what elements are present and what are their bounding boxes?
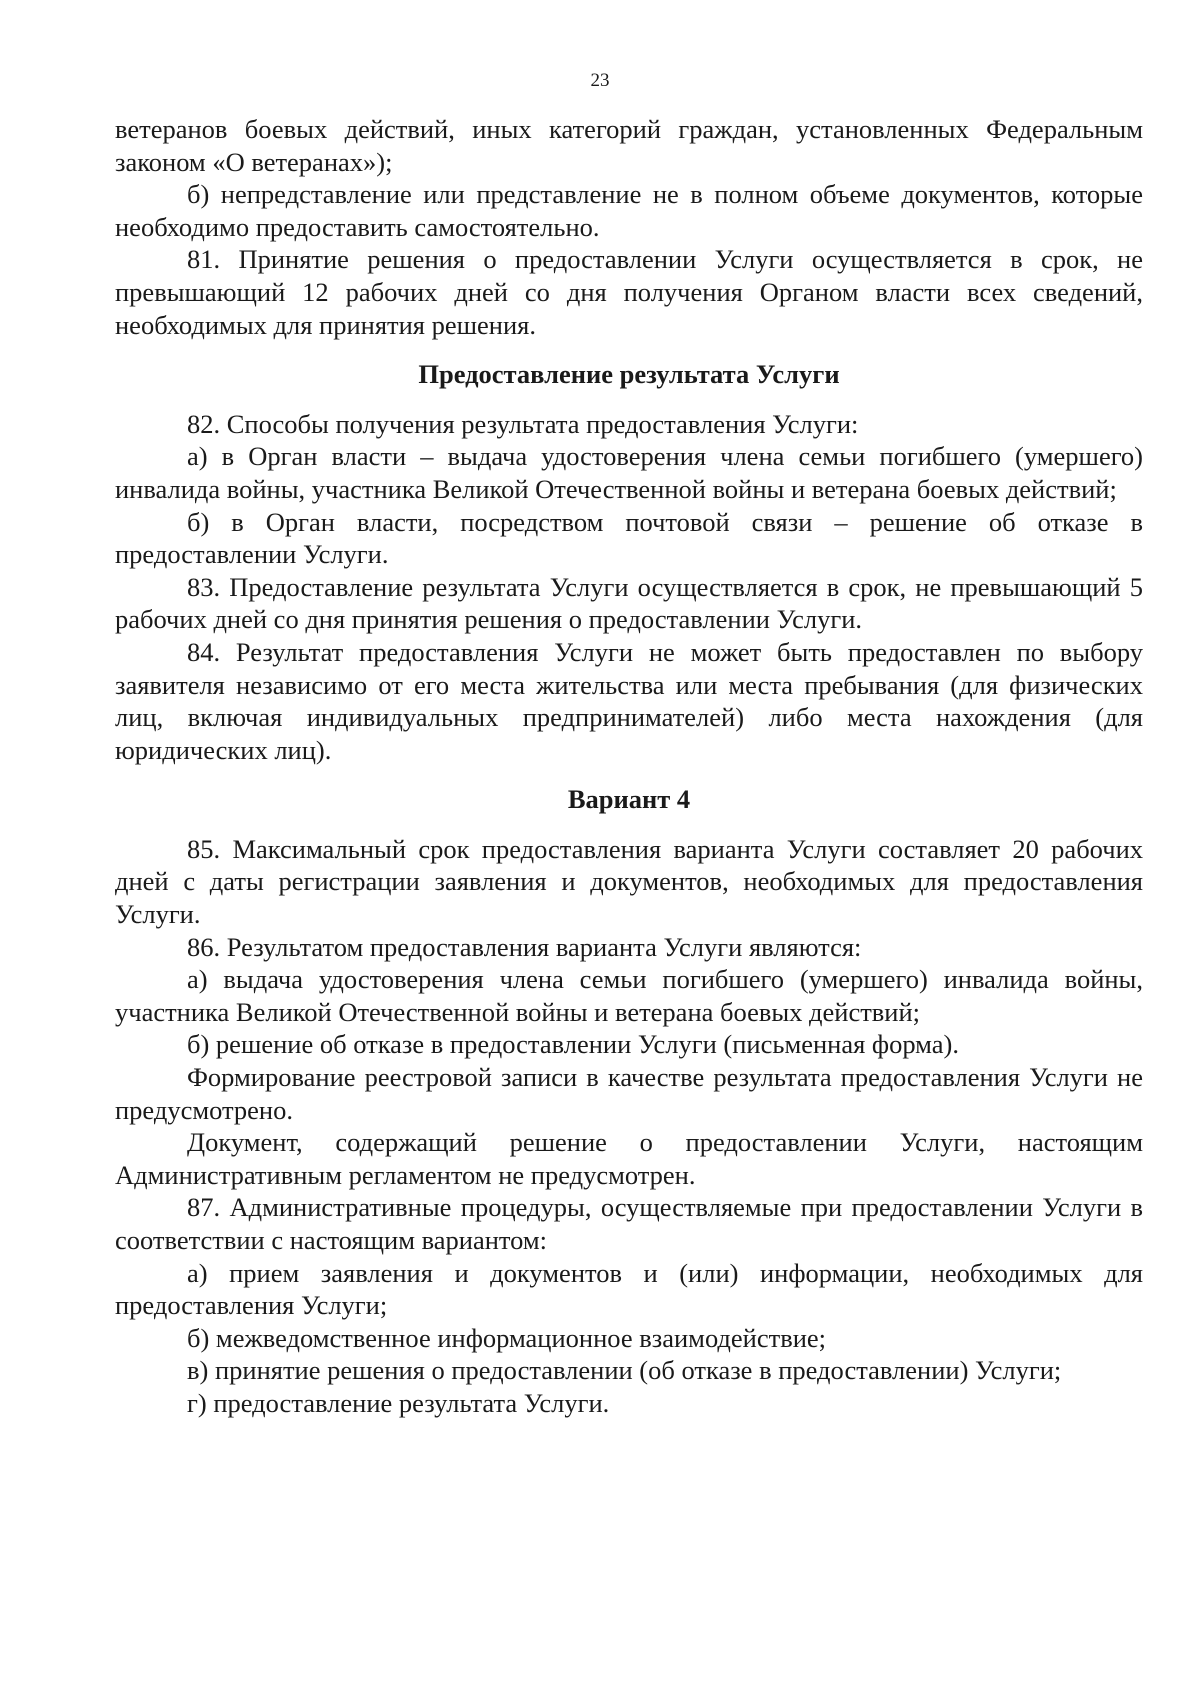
section-heading-variant-4: Вариант 4: [567, 784, 691, 815]
paragraph-decision-document: Документ, содержащий решение о предоставлении Услуги, настоящим Административным регламентом не предусмотрен.: [115, 1127, 1143, 1190]
paragraph-86-item-a: а) выдача удостоверения члена семьи погибшего (умершего) инвалида войны, участника Великой Отечественной войны и ветерана боевых действий;: [115, 964, 1143, 1027]
paragraph-81: 81. Принятие решения о предоставлении Услуги осуществляется в срок, не превышающий 12 рабочих дней со дня получения Органом власти всех сведений, необходимых для принятия решения.: [115, 244, 1143, 340]
paragraph-continuation: ветеранов боевых действий, иных категорий граждан, установленных Федеральным законом «О ветеранах»);: [115, 114, 1143, 177]
paragraph-87-item-a: а) прием заявления и документов и (или) информации, необходимых для предоставления Услуги;: [115, 1257, 1143, 1321]
paragraph-86-item-b: б) решение об отказе в предоставлении Услуги (письменная форма).: [187, 1029, 959, 1060]
document-body: [115, 113, 1143, 1420]
paragraph-83: 83. Предоставление результата Услуги осуществляется в срок, не превышающий 5 рабочих дней со дня принятия решения о предоставлении Услуги.: [115, 571, 1143, 635]
paragraph-87-item-b: б) межведомственное информационное взаимодействие;: [187, 1322, 827, 1353]
page-number: 23: [590, 70, 610, 91]
paragraph-item-b-non-submission: б) непредставление или представление не в полном объеме документов, которые необходимо предоставить самостоятельно.: [115, 179, 1143, 242]
section-heading-result: Предоставление результата Услуги: [418, 359, 840, 390]
paragraph-87: 87. Административные процедуры, осуществляемые при предоставлении Услуги в соответствии с настоящим вариантом:: [115, 1192, 1143, 1255]
paragraph-85: 85. Максимальный срок предоставления варианта Услуги составляет 20 рабочих дней с даты регистрации заявления и документов, необходимых для предоставления Услуги.: [115, 833, 1143, 930]
paragraph-86: 86. Результатом предоставления варианта Услуги являются:: [187, 931, 862, 962]
paragraph-registry-record: Формирование реестровой записи в качестве результата предоставления Услуги не предусмотрено.: [115, 1062, 1143, 1125]
paragraph-82-item-b: б) в Орган власти, посредством почтовой связи – решение об отказе в предоставлении Услуги.: [115, 506, 1143, 570]
paragraph-84: 84. Результат предоставления Услуги не может быть предоставлен по выбору заявителя независимо от его места жительства или места пребывания (для физических лиц, включая индивидуальных предпринимателей) либо места нахождения (для юридических лиц).: [115, 636, 1143, 765]
paragraph-82: 82. Способы получения результата предоставления Услуги:: [187, 408, 859, 439]
paragraph-82-item-a: а) в Орган власти – выдача удостоверения члена семьи погибшего (умершего) инвалида войны, участника Великой Отечественной войны и ветерана боевых действий;: [115, 441, 1143, 504]
paragraph-87-item-v: в) принятие решения о предоставлении (об отказе в предоставлении) Услуги;: [187, 1355, 1062, 1386]
paragraph-87-item-g: г) предоставление результата Услуги.: [187, 1387, 610, 1418]
